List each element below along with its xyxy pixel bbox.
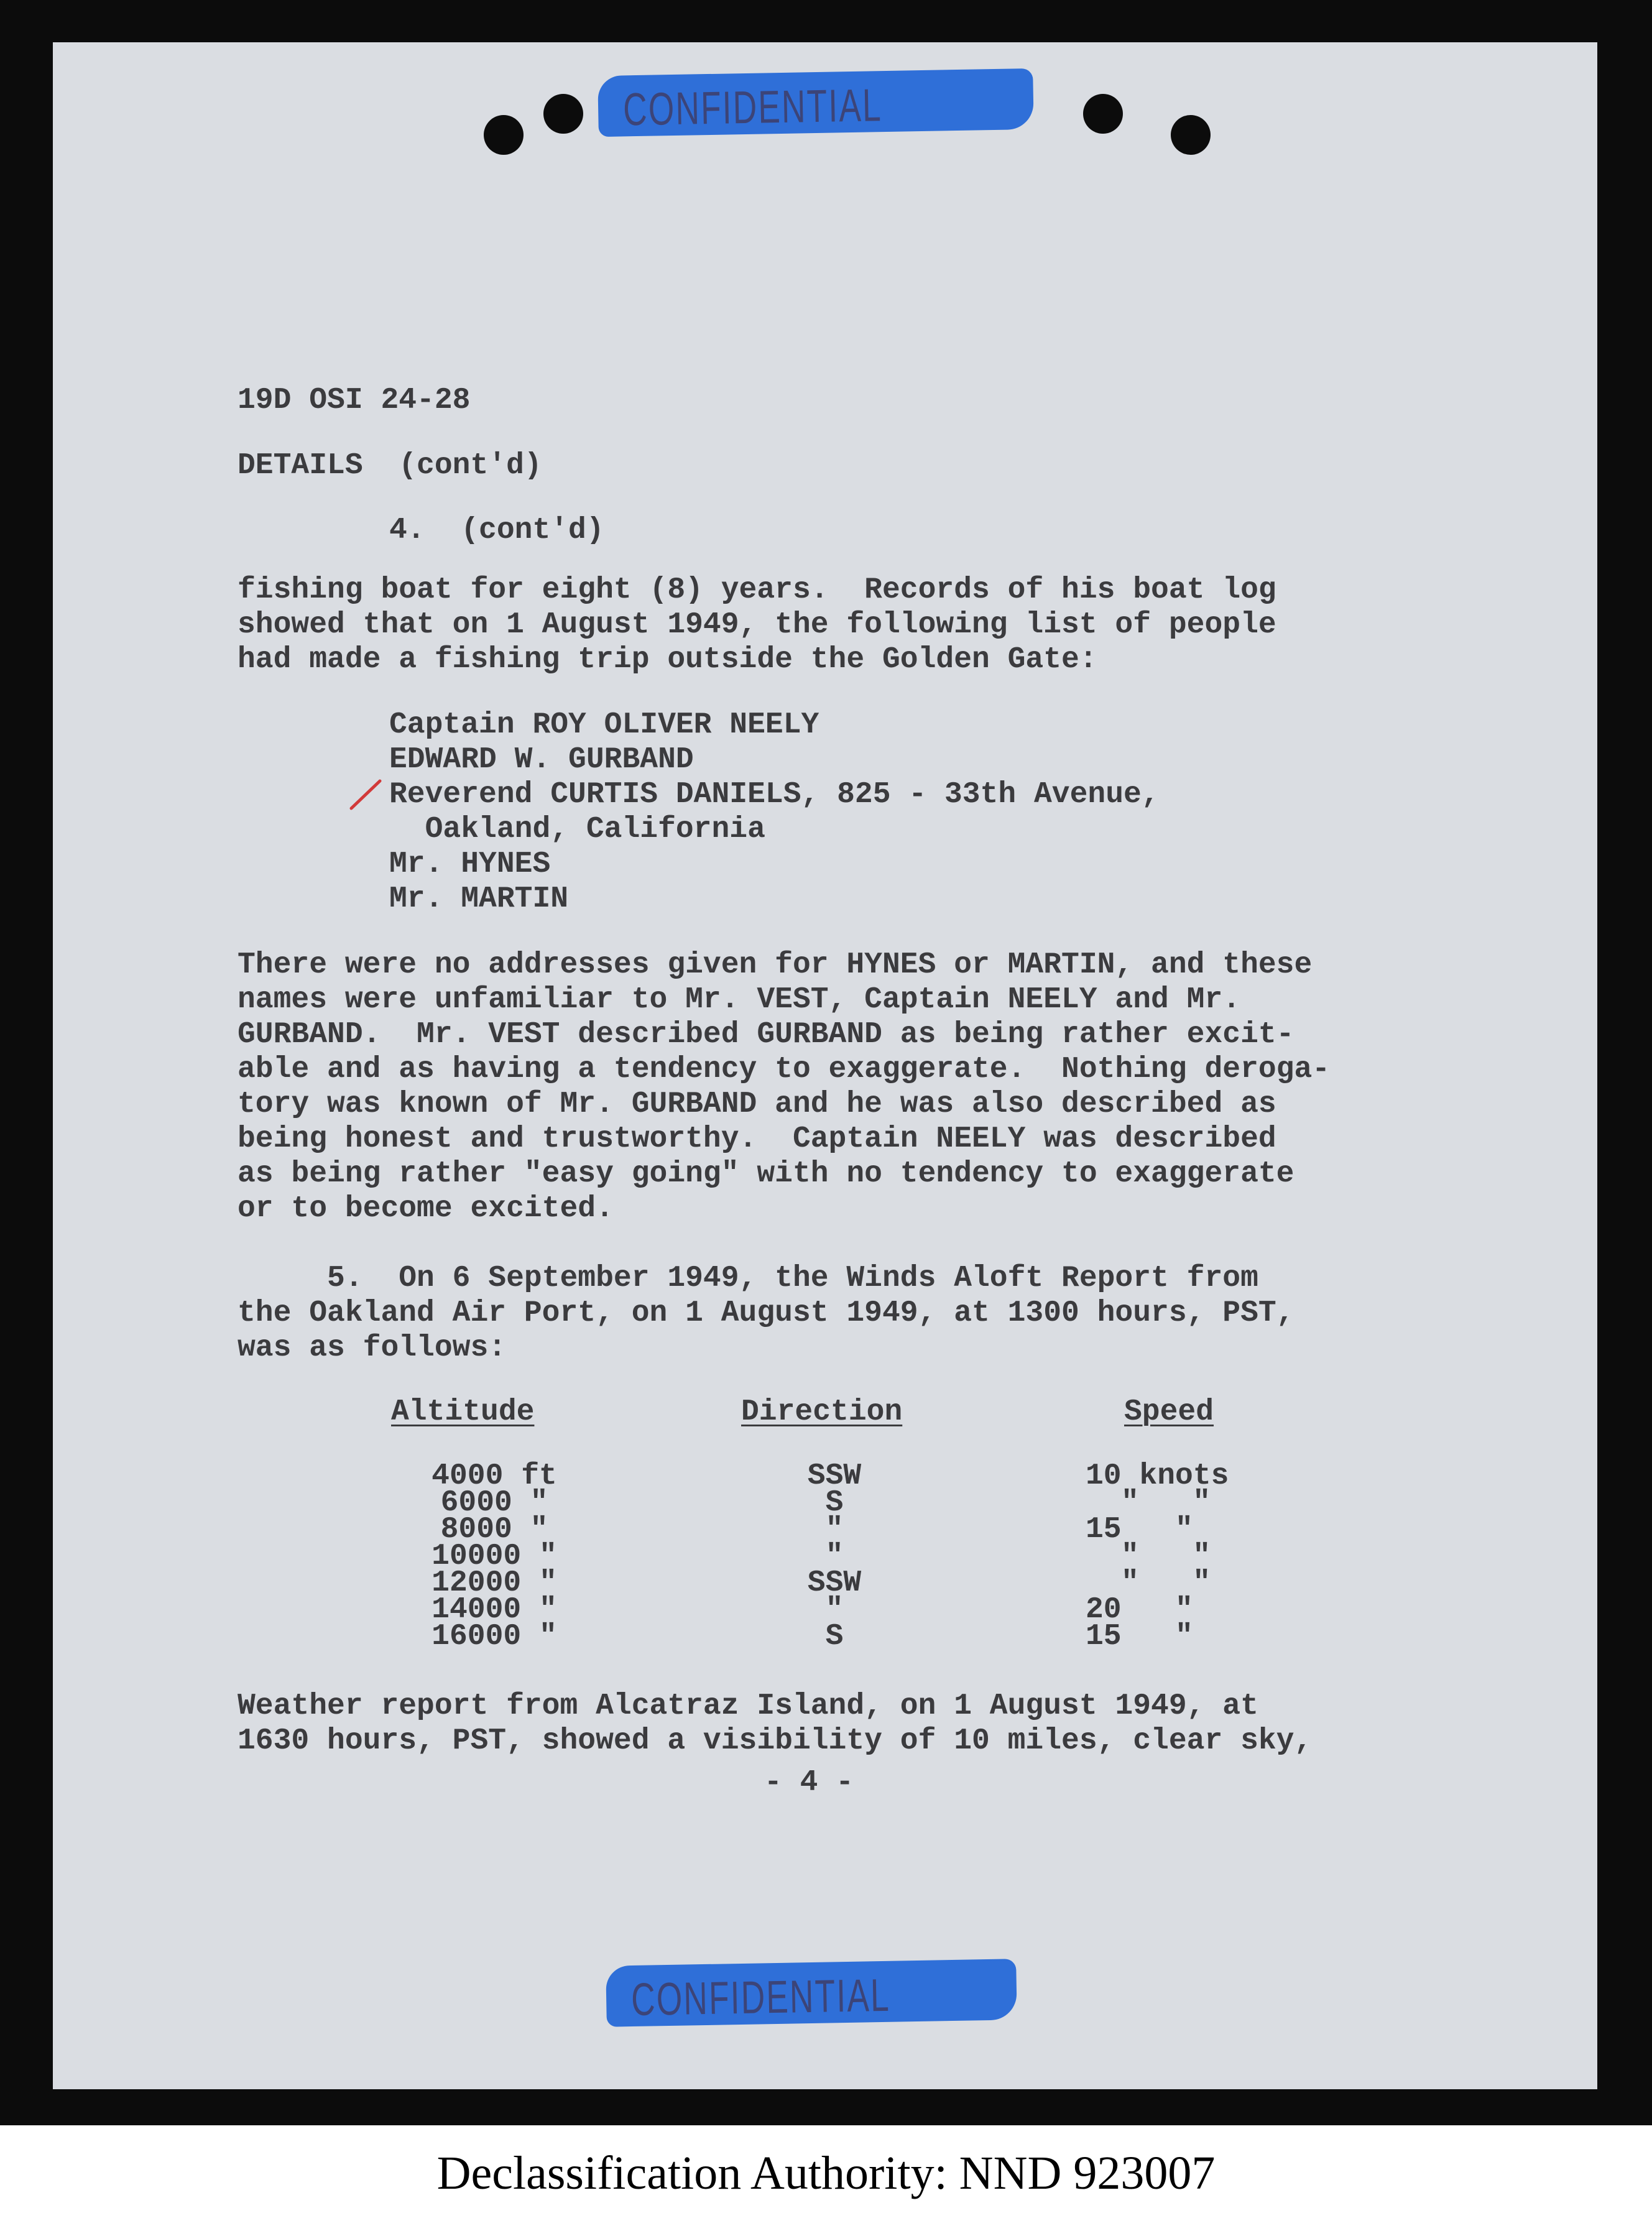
text-line: tory was known of Mr. GURBAND and he was also described as [238,1088,1276,1121]
confidential-stamp-bottom [606,1959,1017,2027]
section-heading: DETAILS (cont'd) [238,449,542,483]
direction-cell: SSW [807,1459,862,1493]
text-line: GURBAND. Mr. VEST described GURBAND as being rather excit- [238,1018,1294,1051]
confidential-stamp-top [598,68,1034,137]
speed-cell: " " [1121,1486,1211,1520]
text-line: 1630 hours, PST, showed a visibility of 10 miles, clear sky, [238,1724,1313,1758]
text-line: fishing boat for eight (8) years. Records of his boat log [238,573,1276,607]
direction-cell: " [825,1513,844,1546]
page-number: - 4 - [764,1766,854,1799]
direction-cell: SSW [807,1566,862,1600]
speed-cell: " " [1121,1566,1211,1600]
altitude-cell: 14000 " [431,1593,557,1627]
altitude-cell: 12000 " [431,1566,557,1600]
text-line: 5. On 6 September 1949, the Winds Aloft Report from [238,1262,1258,1295]
speed-cell: 15 " [1086,1513,1193,1546]
stamp-text: CONFIDENTIAL [622,79,883,136]
altitude-cell: 8000 " [440,1513,548,1546]
punch-hole [543,94,583,134]
red-check-mark [348,776,385,813]
list-item: Oakland, California [389,813,765,846]
text-line: had made a fishing trip outside the Golden Gate: [238,643,1097,677]
direction-cell: S [825,1486,844,1520]
punch-hole [1083,94,1123,134]
punch-hole [1171,115,1211,155]
list-item: Captain ROY OLIVER NEELY [389,708,819,742]
list-item: Mr. HYNES [389,848,551,881]
text-line: or to become excited. [238,1192,614,1226]
direction-cell: " [825,1593,844,1627]
document-page [53,42,1597,2089]
punch-hole [484,115,524,155]
stamp-text: CONFIDENTIAL [630,1969,891,2026]
column-header-direction: Direction [741,1395,903,1429]
speed-cell: 15 " [1086,1620,1193,1653]
list-item: Reverend CURTIS DANIELS, 825 - 33th Avenue, [389,778,1160,811]
column-header-altitude: Altitude [391,1395,535,1429]
speed-cell: " " [1121,1540,1211,1573]
speed-cell: 10 knots [1086,1459,1229,1493]
text-line: being honest and trustworthy. Captain NEELY was described [238,1122,1276,1156]
paragraph-number: 4. (cont'd) [389,514,604,547]
text-line: was as follows: [238,1331,507,1365]
list-item: EDWARD W. GURBAND [389,743,694,777]
direction-cell: S [825,1620,844,1653]
altitude-cell: 6000 " [440,1486,548,1520]
text-line: as being rather "easy going" with no tendency to exaggerate [238,1157,1294,1191]
text-line: the Oakland Air Port, on 1 August 1949, at 1300 hours, PST, [238,1296,1294,1330]
direction-cell: " [825,1540,844,1573]
list-item: Mr. MARTIN [389,882,569,916]
text-line: names were unfamiliar to Mr. VEST, Captain NEELY and Mr. [238,983,1241,1017]
file-number: 19D OSI 24-28 [238,384,471,417]
altitude-cell: 4000 ft [431,1459,557,1493]
text-line: able and as having a tendency to exaggerate. Nothing deroga- [238,1053,1331,1086]
declassification-footer: Declassification Authority: NND 923007 [436,2147,1216,2199]
text-line: There were no addresses given for HYNES or MARTIN, and these [238,948,1313,982]
speed-cell: 20 " [1086,1593,1193,1627]
column-header-speed: Speed [1124,1395,1214,1429]
altitude-cell: 16000 " [431,1620,557,1653]
text-line: showed that on 1 August 1949, the following list of people [238,608,1276,642]
altitude-cell: 10000 " [431,1540,557,1573]
text-line: Weather report from Alcatraz Island, on 1 August 1949, at [238,1689,1258,1723]
